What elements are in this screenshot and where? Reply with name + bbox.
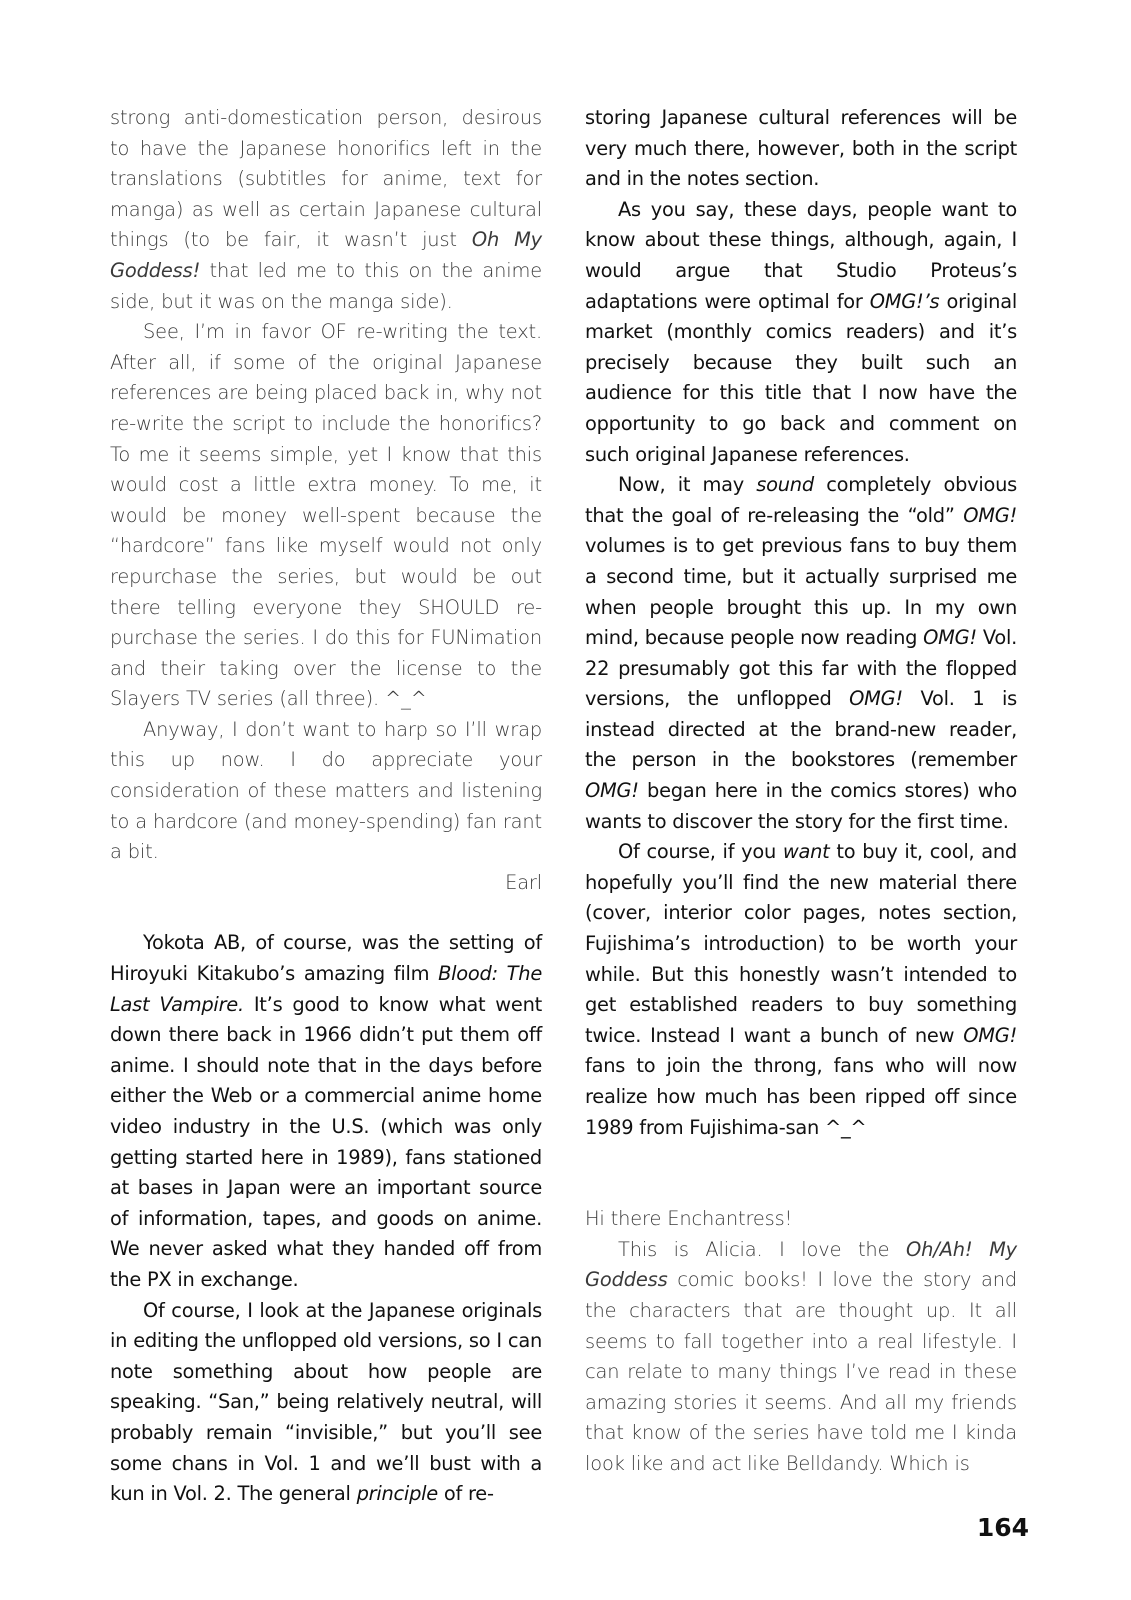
- letter-paragraph: Anyway, I don’t want to harp so I’ll wrap this up now. I do appreciate your consideration of these matters and listening to a hardcore (and money-spending) fan rant a bit.: [110, 717, 542, 864]
- reply-paragraph: Of course, if you want to buy it, cool, and hopefully you’ll find the new material there (cover, interior color pages, notes section, Fujishima’s introduction) to be worth your while. But this honestly wasn’t intended to get established readers to buy something twice. Instead I want a bunch of new OMG! fans to join the throng, fans who will now realize how much has been ripped off since 1989 from Fujishima-san ^_^: [585, 840, 1017, 1139]
- reply-paragraph: Now, it may sound completely obvious that the goal of re-releasing the “old” OMG! volumes is to get previous fans to buy them a second time, but it actually surprised me when people brought this up. In my own mind, because people now reading OMG! Vol. 22 presumably got this far with the flopped versions, the unflopped OMG! Vol. 1 is instead directed at the brand-new reader, the person in the bookstores (remember OMG! began here in the comics stores) who wants to discover the story for the first time.: [585, 473, 1017, 833]
- letter-greeting: Hi there Enchantress!: [585, 1207, 793, 1231]
- page-number: 164: [976, 1513, 1029, 1542]
- editor-reply: [110, 928, 542, 1509]
- letter-paragraph: See, I’m in favor OF re-writing the text. After all, if some of the original Japanese references are being placed back in, why not re-write the script to include the honorifics? To me it seems simple, yet I know that this would cost a little extra money. To me, it would be money well-spent because the “hardcore” fans like myself would not only repurchase the series, but would be out there telling everyone they SHOULD re-purchase the series. I do this for FUNimation and their taking over the license to the Slayers TV series (all three). ^_^: [110, 320, 542, 711]
- new-letter: [585, 1204, 1017, 1479]
- reply-paragraph: storing Japanese cultural references will be very much there, however, both in the script and in the notes section.: [585, 106, 1017, 191]
- left-column: [110, 103, 542, 1510]
- right-column: [585, 103, 1017, 1480]
- letter-paragraph: This is Alicia. I love the Oh/Ah! My Goddess comic books! I love the story and the characters that are thought up. It all seems to fall together into a real lifestyle. I can relate to many things I’ve read in these amazing stories it seems. And all my friends that know of the series have told me I kinda look like and act like Belldandy. Which is: [585, 1237, 1017, 1475]
- reply-paragraph: Yokota AB, of course, was the setting of Hiroyuki Kitakubo’s amazing film Blood: The Last Vampire. It’s good to know what went down there back in 1966 didn’t put them off anime. I should note that in the days before either the Web or a commercial anime home video industry in the U.S. (which was only getting started here in 1989), fans stationed at bases in Japan were an important source of information, tapes, and goods on anime. We never asked what they handed off from the PX in exchange.: [110, 931, 542, 1291]
- letter-paragraph: strong anti-domestication person, desirous to have the Japanese honorifics left in the translations (subtitles for anime, text for manga) as well as certain Japanese cultural things (to be fair, it wasn’t just Oh My Goddess! that led me to this on the anime side, but it was on the manga side).: [110, 106, 542, 313]
- letter-signature: Earl: [505, 870, 542, 894]
- letter-continuation: [110, 103, 542, 898]
- editor-reply-continued: [585, 103, 1017, 1143]
- reply-paragraph: As you say, these days, people want to know about these things, although, again, I would argue that Studio Proteus’s adaptations were optimal for OMG!’s original market (monthly comics readers) and it’s precisely because they built such an audience for this title that I now have the opportunity to go back and comment on such original Japanese references.: [585, 197, 1017, 466]
- reply-paragraph: Of course, I look at the Japanese originals in editing the unflopped old versions, so I can note something about how people are speaking. “San,” being relatively neutral, will probably remain “invisible,” but you’ll see some chans in Vol. 1 and we’ll bust with a kun in Vol. 2. The general principle of re-: [110, 1298, 542, 1506]
